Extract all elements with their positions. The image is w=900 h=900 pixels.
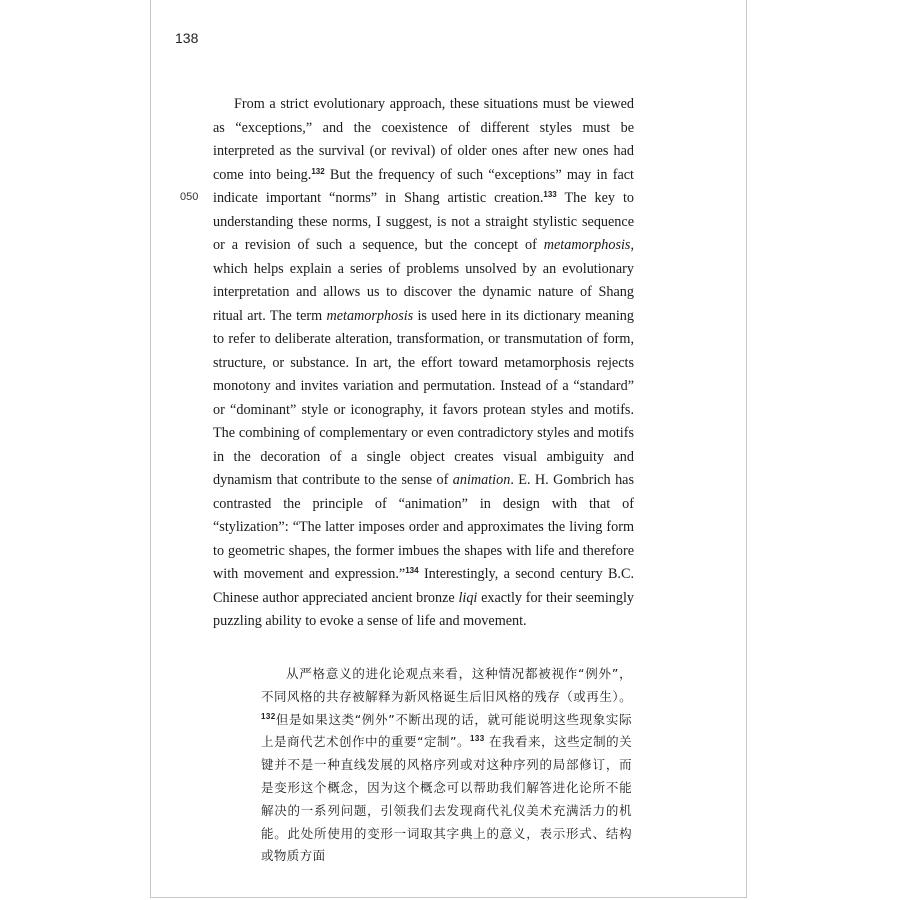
text-segment: 在我看来，这些定制的关键并不是一种直线发展的风格序列或对这种序列的局部修订，而是变形这个概念，因为这个概念可以帮助我们解答进化论所不能解决的一系列问题，引领我们去发现商代礼仪美术充满活力的机能。此处所使用的变形一词取其字典上的意义，表示形式、结构或物质方面 [261,734,632,864]
text-segment: , which helps explain a series of problems unsolved by an evolutionary interpretation and allows us to discover the dynamic nature of Shang ritual art. The term [213,237,634,324]
text-segment: . E. H. Gombrich has contrasted the principle of “animation” in design with that of “stylization”: “The latter imposes order and approximates the living form to geometric shapes, the former imbues the shapes with life and therefore with movement and expression.” [213,472,634,582]
page-number: 138 [175,30,199,46]
term-metamorphosis: metamorphosis [326,307,414,324]
footnote-ref-132[interactable]: 132 [311,166,325,176]
footnote-ref-133[interactable]: 133 [543,190,557,199]
english-paragraph [213,93,634,634]
term-animation: animation [452,472,511,488]
footnote-ref-132[interactable]: 132 [261,711,276,721]
text-segment: The key to understanding these norms, I suggest, is not a straight stylistic sequence or a revision of such a sequence, but the concept of [213,190,634,253]
margin-page-reference: 050 [180,191,199,203]
text-segment: But the frequency of such “exceptions” may in fact indicate important “norms” in Shang artistic creation. [213,166,634,206]
text-segment: 但是如果这类“例外”不断出现的话，就可能说明这些现象实际上是商代艺术创作中的重要“定制”。 [261,711,632,750]
book-page [150,0,747,898]
text-segment: From a strict evolutionary approach, these situations must be viewed as “exceptions,” and the coexistence of different styles must be interpreted as the survival (or revival) of older ones after new ones had come into being. [213,96,634,183]
text-segment: is used here in its dictionary meaning to refer to deliberate alteration, transformation, or transmutation of form, structure, or substance. In art, the effort toward metamorphosis rejects monotony and invites variation and permutation. Instead of a “standard” or “dominant” style or iconography, it favors protean styles and motifs. The combining of complementary or even contradictory styles and motifs in the decoration of a single object creates visual ambiguity and dynamism that contribute to the sense of [213,307,634,488]
term-liqi: liqi [458,589,478,606]
text-segment: exactly for their seemingly puzzling ability to evoke a sense of life and movement. [213,589,635,629]
footnote-ref-133[interactable]: 133 [470,734,485,744]
term-metamorphosis: metamorphosis [543,237,631,253]
footnote-ref-134[interactable]: 134 [405,566,419,575]
text-segment: 从严格意义的进化论观点来看，这种情况都被视作“例外”，不同风格的共存被解释为新风格诞生后旧风格的残存（或再生）。 [261,666,632,704]
chinese-paragraph [261,663,632,868]
text-segment: Interestingly, a second century B.C. Chinese author appreciated ancient bronze [213,566,634,606]
